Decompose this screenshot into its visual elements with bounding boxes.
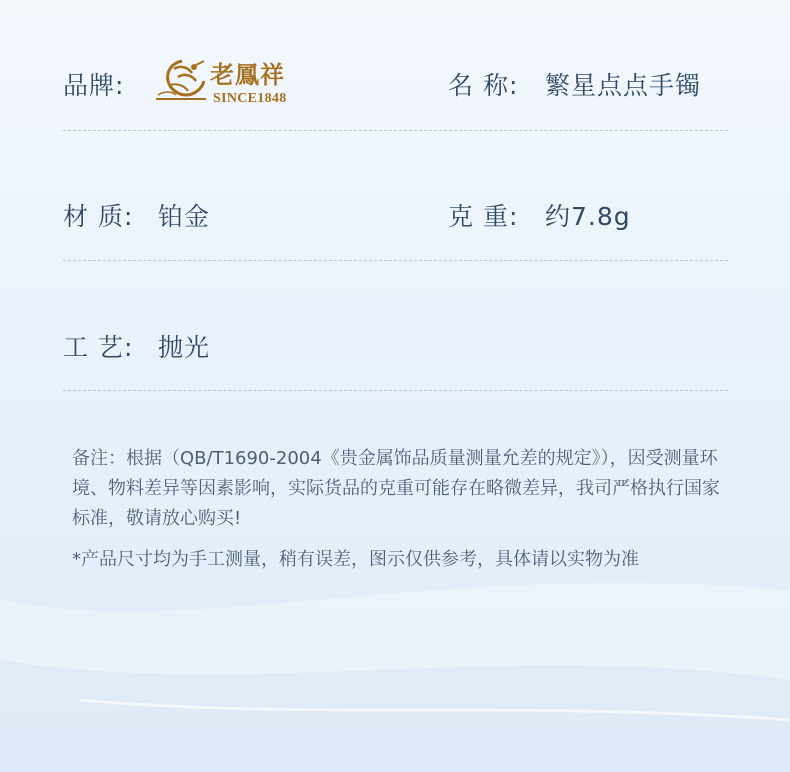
weight-value: 约7.8g [545, 202, 631, 231]
name-label: 名 称: [448, 71, 519, 100]
remark-note: 备注：根据（QB/T1690-2004《贵金属饰品质量测量允差的规定》），因受测量环境、物料差异等因素影响，实际货品的克重可能存在略微差异，我司严格执行国家标准，敬请放心购买! [72, 448, 720, 529]
material-label: 材 质: [63, 202, 134, 231]
phoenix-emblem-icon [154, 55, 210, 109]
divider [63, 130, 728, 131]
craft-label: 工 艺: [63, 333, 134, 362]
brand-logo [154, 55, 294, 109]
measurement-footnote: *产品尺寸均为手工测量，稍有误差，图示仅供参考，具体请以实物为准 [72, 549, 639, 570]
logo-chinese-text: 老鳳祥 [210, 60, 285, 89]
logo-english-text: SINCE1848 [213, 91, 287, 106]
name-value: 繁星点点手镯 [545, 71, 702, 100]
weight-label: 克 重: [448, 202, 519, 231]
material-value: 铂金 [158, 202, 211, 231]
divider [63, 260, 728, 261]
brand-label: 品牌: [63, 71, 125, 100]
craft-value: 抛光 [158, 333, 211, 362]
divider [63, 390, 728, 391]
